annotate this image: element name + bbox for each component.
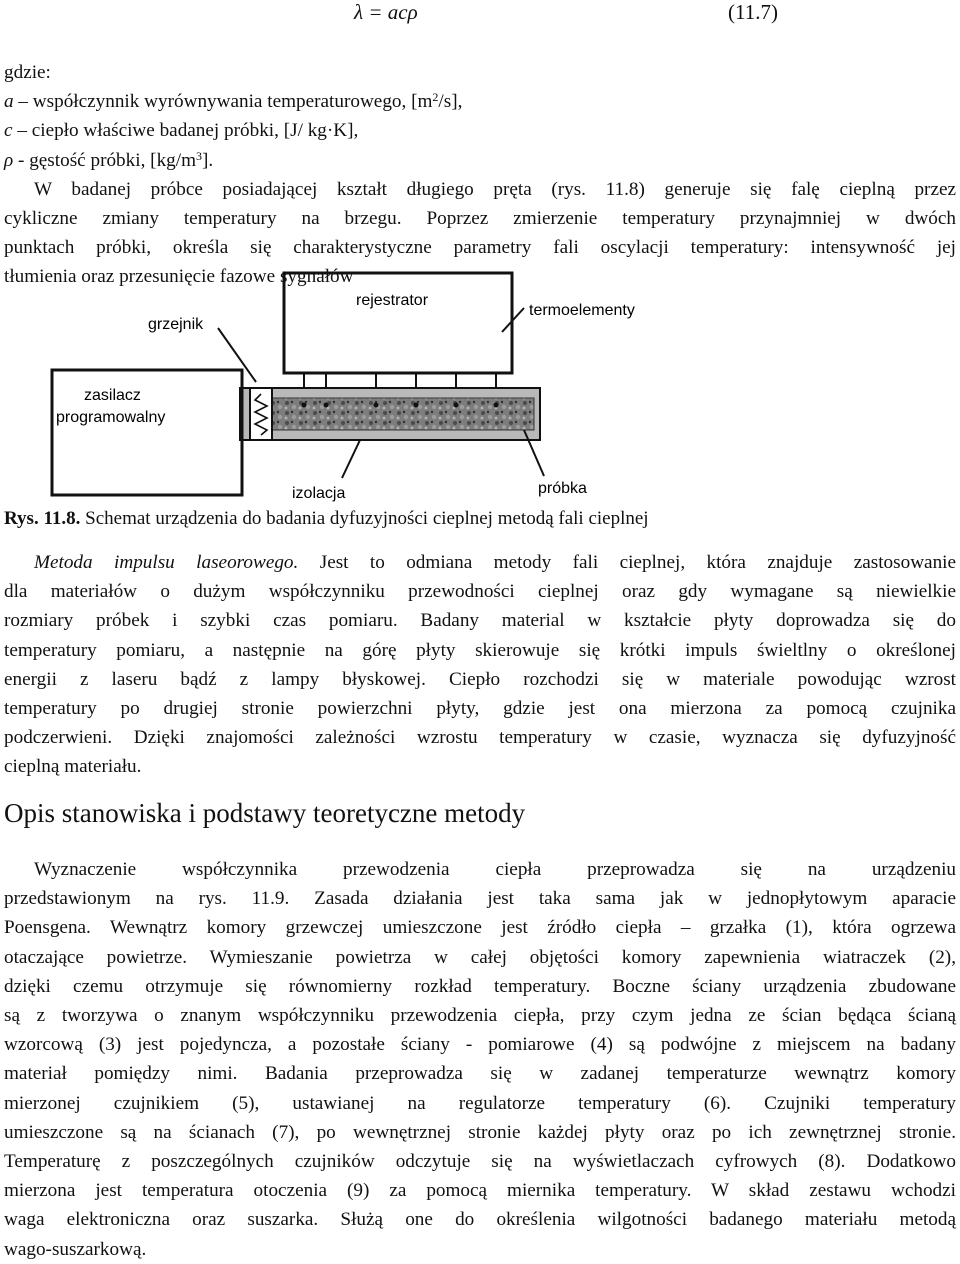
equation-number: (11.7) [728, 0, 778, 24]
definition-rho-text: - gęstość próbki, [kg/m [13, 149, 197, 171]
text-line: tłumienia oraz przesunięcie fazowe sygnałów [4, 266, 354, 288]
text-line: cykliczne zmiany temperatury na brzegu. Poprzez zmierzenie temperatury przynajmniej w dwóch [4, 208, 956, 230]
text-line: temperatury po drugiej stronie powierzchni płyty, gdzie jest ona mierzona za pomocą czujnika [4, 698, 956, 720]
definition-rho-sup: 3 [196, 148, 203, 163]
text-line: wzorcową (3) jest pojedyncza, a pozostałe ściany - pomiarowe (4) są podwójne z miejscem na badany [4, 1034, 956, 1056]
symbol-c: c [4, 120, 13, 142]
method-first-line: Jest to odmiana metody fali cieplnej, która znajduje zastosowanie [298, 552, 957, 573]
text-line: dzięki czemu otrzymuje się równomierny rozkład temperatury. Boczne ściany urządzenia zbudowane [4, 975, 956, 997]
section-text [4, 855, 956, 1264]
power-supply-box [52, 370, 242, 495]
text-line: umieszczone są na ścianach (7), po wewnętrznej stronie każdej płyty oraz po ich zewnętrznej stronie. [4, 1121, 956, 1143]
text-line: energii z laseru bądź z lampy błyskowej. Ciepło rozchodzi się w materiale powodując wzrost [4, 668, 956, 690]
text-line: punktach próbki, określa się charakterystyczne parametry fali oscylacji temperatury: intensywność jej [4, 237, 956, 259]
text-line: waga elektroniczna oraz suszarka. Służą one do określenia wilgotności badanego materiału metodą [4, 1209, 956, 1231]
definition-a-sup: 2 [432, 90, 439, 105]
label-probka: próbka [538, 480, 587, 497]
text-line: temperatury pomiaru, a następnie na górę płyty skierowuje się krótki impuls świeltlny o określonej [4, 639, 956, 661]
definition-rho-end: ]. [202, 149, 214, 171]
section-paragraph [4, 855, 956, 1264]
text-line: dla materiałów o dużym współczynniku przewodności cieplnej oraz gdy wymagane są niewielkie [4, 581, 956, 603]
label-rejestrator: rejestrator [356, 292, 429, 309]
leader-grzejnik [218, 328, 256, 382]
equation-formula: λ = acρ [354, 0, 418, 24]
definition-a [4, 87, 956, 116]
text-line [4, 548, 956, 577]
figure-11-8 [4, 270, 956, 505]
definition-c-text: – ciepło właściwe badanej próbki, [J/ kg·K], [12, 120, 359, 142]
definition-a-text: – współczynnik wyrównywania temperaturowego, [m [13, 91, 433, 113]
text-line: mierzonej czujnikiem (5), ustawianej na regulatorze temperatury (6). Czujniki temperatury [4, 1092, 956, 1114]
caption-text: Schemat urządzenia do badania dyfuzyjności cieplnej metodą fali cieplnej [80, 508, 649, 529]
section-heading: Opis stanowiska i podstawy teoretyczne metody [4, 798, 526, 828]
caption-label: Rys. 11.8. [4, 508, 81, 529]
symbol-rho: ρ [4, 149, 14, 171]
text-line: Poensgena. Wewnątrz komory grzewczej umieszczone jest źródło ciepła – grzałka (1), która ogrzewa [4, 917, 956, 939]
text-line: rozmiary próbek i szybki czas pomiaru. Badany material w kształcie płyty doprowadza się do [4, 610, 956, 632]
symbol-a: a [4, 91, 14, 113]
figure-caption [4, 505, 956, 533]
laser-method-paragraph [4, 548, 956, 782]
text-line: podczerwieni. Dzięki znajomości zależności wzrostu temperatury w czasie, wyznacza się dyfuzyjność [4, 727, 956, 749]
definitions-block [4, 58, 956, 292]
method-title: Metoda impulsu laseorowego. [34, 552, 299, 573]
text-line: Temperaturę z poszczególnych czujników odczytuje się na wyświetlaczach cyfrowych (8). Dodatkowo [4, 1151, 956, 1173]
text-line: są z tworzywa o znanym współczynniku przewodzenia ciepła, przy czym jedna ze ścian będąca ścianą [4, 1005, 956, 1027]
gdzie-label: gdzie: [4, 62, 51, 83]
sample-rod [254, 398, 534, 430]
recorder-box [284, 273, 512, 373]
equation-row [4, 0, 956, 30]
definition-c [4, 116, 956, 145]
leader-izolacja [342, 440, 360, 478]
label-programowalny: programowalny [56, 409, 166, 426]
heat-wave-apparatus-diagram [4, 270, 956, 505]
label-grzejnik: grzejnik [148, 316, 204, 333]
definition-rho [4, 146, 956, 175]
heater-block [250, 388, 272, 440]
method-text [4, 548, 956, 782]
label-izolacja: izolacja [292, 485, 346, 502]
text-line: wago-suszarkową. [4, 1238, 147, 1260]
text-line: cieplną materiału. [4, 756, 142, 778]
text-line: Wyznaczenie współczynnika przewodzenia ciepła przeprowadza się na urządzeniu [34, 859, 956, 880]
definition-a-end: /s], [438, 91, 463, 113]
text-line: przedstawionym na rys. 11.9. Zasada działania jest taka sama jak w jednopłytowym aparacie [4, 888, 956, 910]
text-line: W badanej próbce posiadającej kształt długiego pręta (rys. 11.8) generuje się falę cieplną przez [34, 178, 956, 200]
text-line: otaczające powietrze. Wymieszanie powietrza w całej objętości komory zapewnienia wiatraczek (2), [4, 946, 956, 968]
text-line: materiał pomiędzy nimi. Badania przeprowadza się w zadanej temperaturze wewnątrz komory [4, 1063, 956, 1085]
label-zasilacz: zasilacz [84, 387, 141, 404]
label-termoelementy: termoelementy [529, 302, 635, 319]
text-line: mierzona jest temperatura otoczenia (9) za pomocą miernika temperatury. W skład zestawu wchodzi [4, 1180, 956, 1202]
